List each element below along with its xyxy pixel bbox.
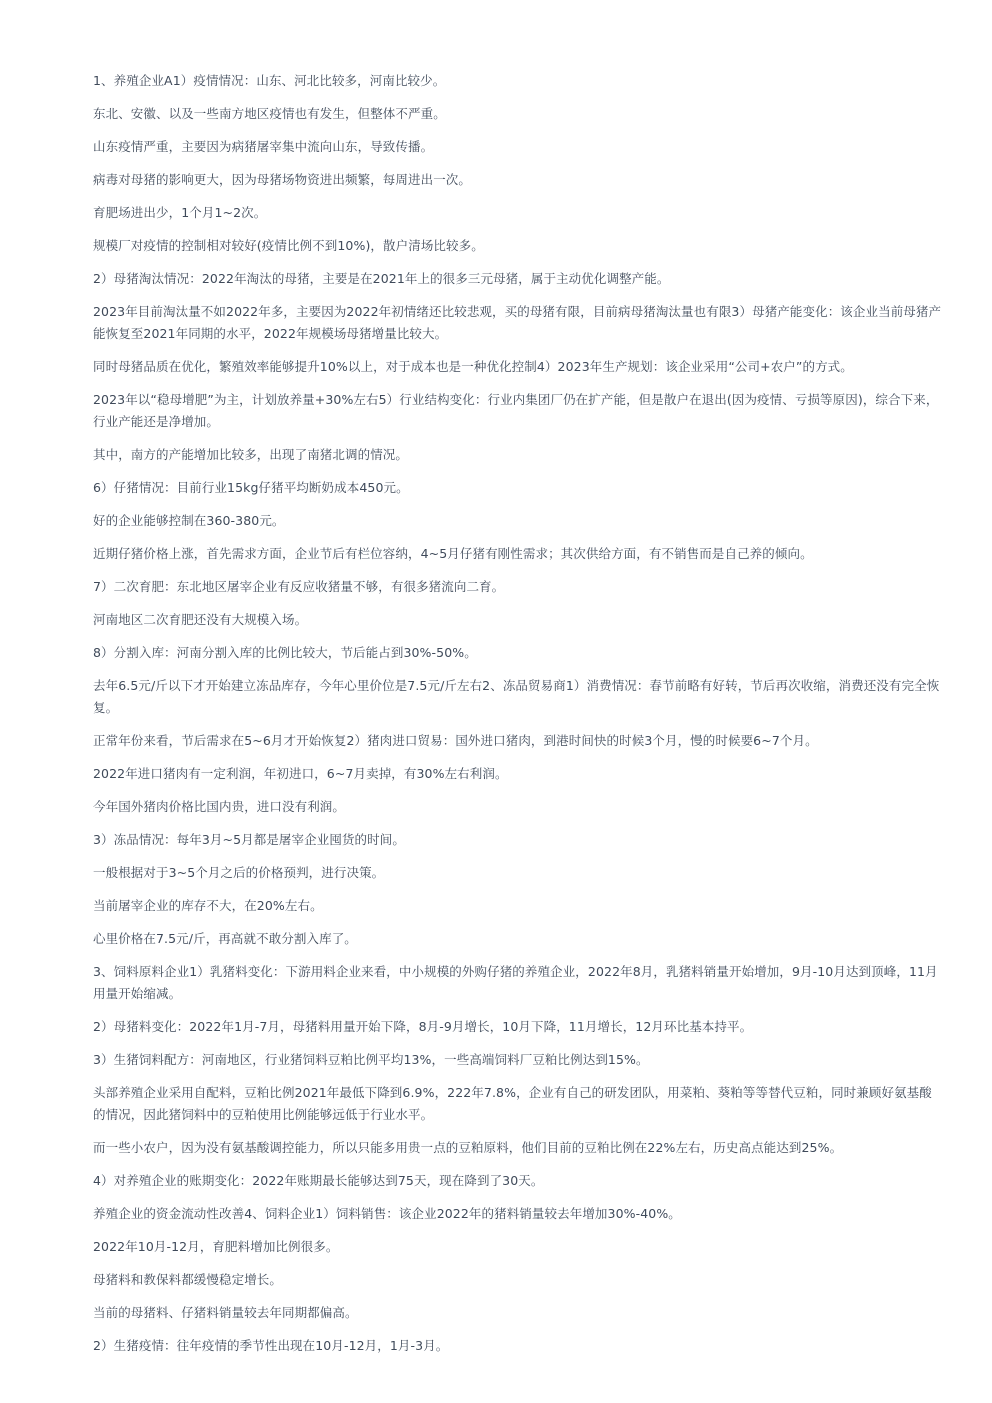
paragraph: 规模厂对疫情的控制相对较好(疫情比例不到10%)，散户清场比较多。 [93, 238, 484, 253]
document-page [93, 70, 943, 1368]
paragraph: 当前的母猪料、仔猪料销量较去年同期都偏高。 [93, 1305, 358, 1320]
paragraph: 而一些小农户，因为没有氨基酸调控能力，所以只能多用贵一点的豆粕原料，他们目前的豆粕比例在22%左右，历史高点能达到25%。 [93, 1140, 843, 1155]
paragraph: 今年国外猪肉价格比国内贵，进口没有利润。 [93, 799, 346, 814]
paragraph: 3）生猪饲料配方：河南地区，行业猪饲料豆粕比例平均13%，一些高端饲料厂豆粕比例达到15%。 [93, 1052, 649, 1067]
paragraph: 一般根据对于3~5个月之后的价格预判，进行决策。 [93, 865, 385, 880]
paragraph: 病毒对母猪的影响更大，因为母猪场物资进出频繁，每周进出一次。 [93, 172, 472, 187]
paragraph: 同时母猪品质在优化，繁殖效率能够提升10%以上，对于成本也是一种优化控制4）2023年生产规划：该企业采用“公司+农户”的方式。 [93, 359, 853, 374]
paragraph: 7）二次育肥：东北地区屠宰企业有反应收猪量不够，有很多猪流向二育。 [93, 579, 505, 594]
paragraph: 心里价格在7.5元/斤，再高就不敢分割入库了。 [93, 931, 357, 946]
paragraph: 2）母猪淘汰情况：2022年淘汰的母猪，主要是在2021年上的很多三元母猪，属于主动优化调整产能。 [93, 271, 670, 286]
paragraph: 1、养殖企业A1）疫情情况：山东、河北比较多，河南比较少。 [93, 73, 446, 88]
paragraph: 育肥场进出少，1个月1~2次。 [93, 205, 267, 220]
paragraph: 近期仔猪价格上涨，首先需求方面，企业节后有栏位容纳，4~5月仔猪有刚性需求；其次供给方面，有不销售而是自己养的倾向。 [93, 546, 813, 561]
paragraph: 3、饲料原料企业1）乳猪料变化：下游用料企业来看，中小规模的外购仔猪的养殖企业，2022年8月，乳猪料销量开始增加，9月-10月达到顶峰，11月用量开始缩减。 [93, 964, 938, 1001]
paragraph: 2023年以“稳母增肥”为主，计划放养量+30%左右5）行业结构变化：行业内集团厂仍在扩产能，但是散户在退出(因为疫情、亏损等原因)，综合下来，行业产能还是净增加。 [93, 392, 939, 429]
paragraph: 河南地区二次育肥还没有大规模入场。 [93, 612, 308, 627]
paragraph: 正常年份来看，节后需求在5~6月才开始恢复2）猪肉进口贸易：国外进口猪肉，到港时间快的时候3个月，慢的时候要6~7个月。 [93, 733, 818, 748]
paragraph: 2022年进口猪肉有一定利润，年初进口，6~7月卖掉，有30%左右利润。 [93, 766, 508, 781]
paragraph: 4）对养殖企业的账期变化：2022年账期最长能够达到75天，现在降到了30天。 [93, 1173, 544, 1188]
paragraph: 当前屠宰企业的库存不大，在20%左右。 [93, 898, 323, 913]
paragraph: 2023年目前淘汰量不如2022年多，主要因为2022年初情绪还比较悲观，买的母猪有限，目前病母猪淘汰量也有限3）母猪产能变化：该企业当前母猪产能恢复至2021年同期的水平，2022年规模场母猪增量比较大。 [93, 304, 942, 341]
paragraph: 6）仔猪情况：目前行业15kg仔猪平均断奶成本450元。 [93, 480, 409, 495]
paragraph: 2）生猪疫情：往年疫情的季节性出现在10月-12月，1月-3月。 [93, 1338, 449, 1353]
paragraph: 2022年10月-12月，育肥料增加比例很多。 [93, 1239, 339, 1254]
paragraph: 养殖企业的资金流动性改善4、饲料企业1）饲料销售：该企业2022年的猪料销量较去年增加30%-40%。 [93, 1206, 681, 1221]
paragraph: 3）冻品情况：每年3月~5月都是屠宰企业囤货的时间。 [93, 832, 405, 847]
paragraph: 东北、安徽、以及一些南方地区疫情也有发生，但整体不严重。 [93, 106, 446, 121]
paragraph: 8）分割入库：河南分割入库的比例比较大，节后能占到30%-50%。 [93, 645, 477, 660]
paragraph: 2）母猪料变化：2022年1月-7月，母猪料用量开始下降，8月-9月增长，10月下降，11月增长，12月环比基本持平。 [93, 1019, 753, 1034]
paragraph: 母猪料和教保料都缓慢稳定增长。 [93, 1272, 283, 1287]
paragraph: 其中，南方的产能增加比较多，出现了南猪北调的情况。 [93, 447, 409, 462]
paragraph: 头部养殖企业采用自配料，豆粕比例2021年最低下降到6.9%，222年7.8%，企业有自己的研发团队，用菜粕、葵粕等等替代豆粕，同时兼顾好氨基酸的情况，因此猪饲料中的豆粕使用比例能够远低于行业水平。 [93, 1085, 932, 1122]
paragraph: 好的企业能够控制在360-380元。 [93, 513, 285, 528]
paragraph: 山东疫情严重，主要因为病猪屠宰集中流向山东，导致传播。 [93, 139, 434, 154]
paragraph: 去年6.5元/斤以下才开始建立冻品库存，今年心里价位是7.5元/斤左右2、冻品贸易商1）消费情况：春节前略有好转，节后再次收缩，消费还没有完全恢复。 [93, 678, 940, 715]
